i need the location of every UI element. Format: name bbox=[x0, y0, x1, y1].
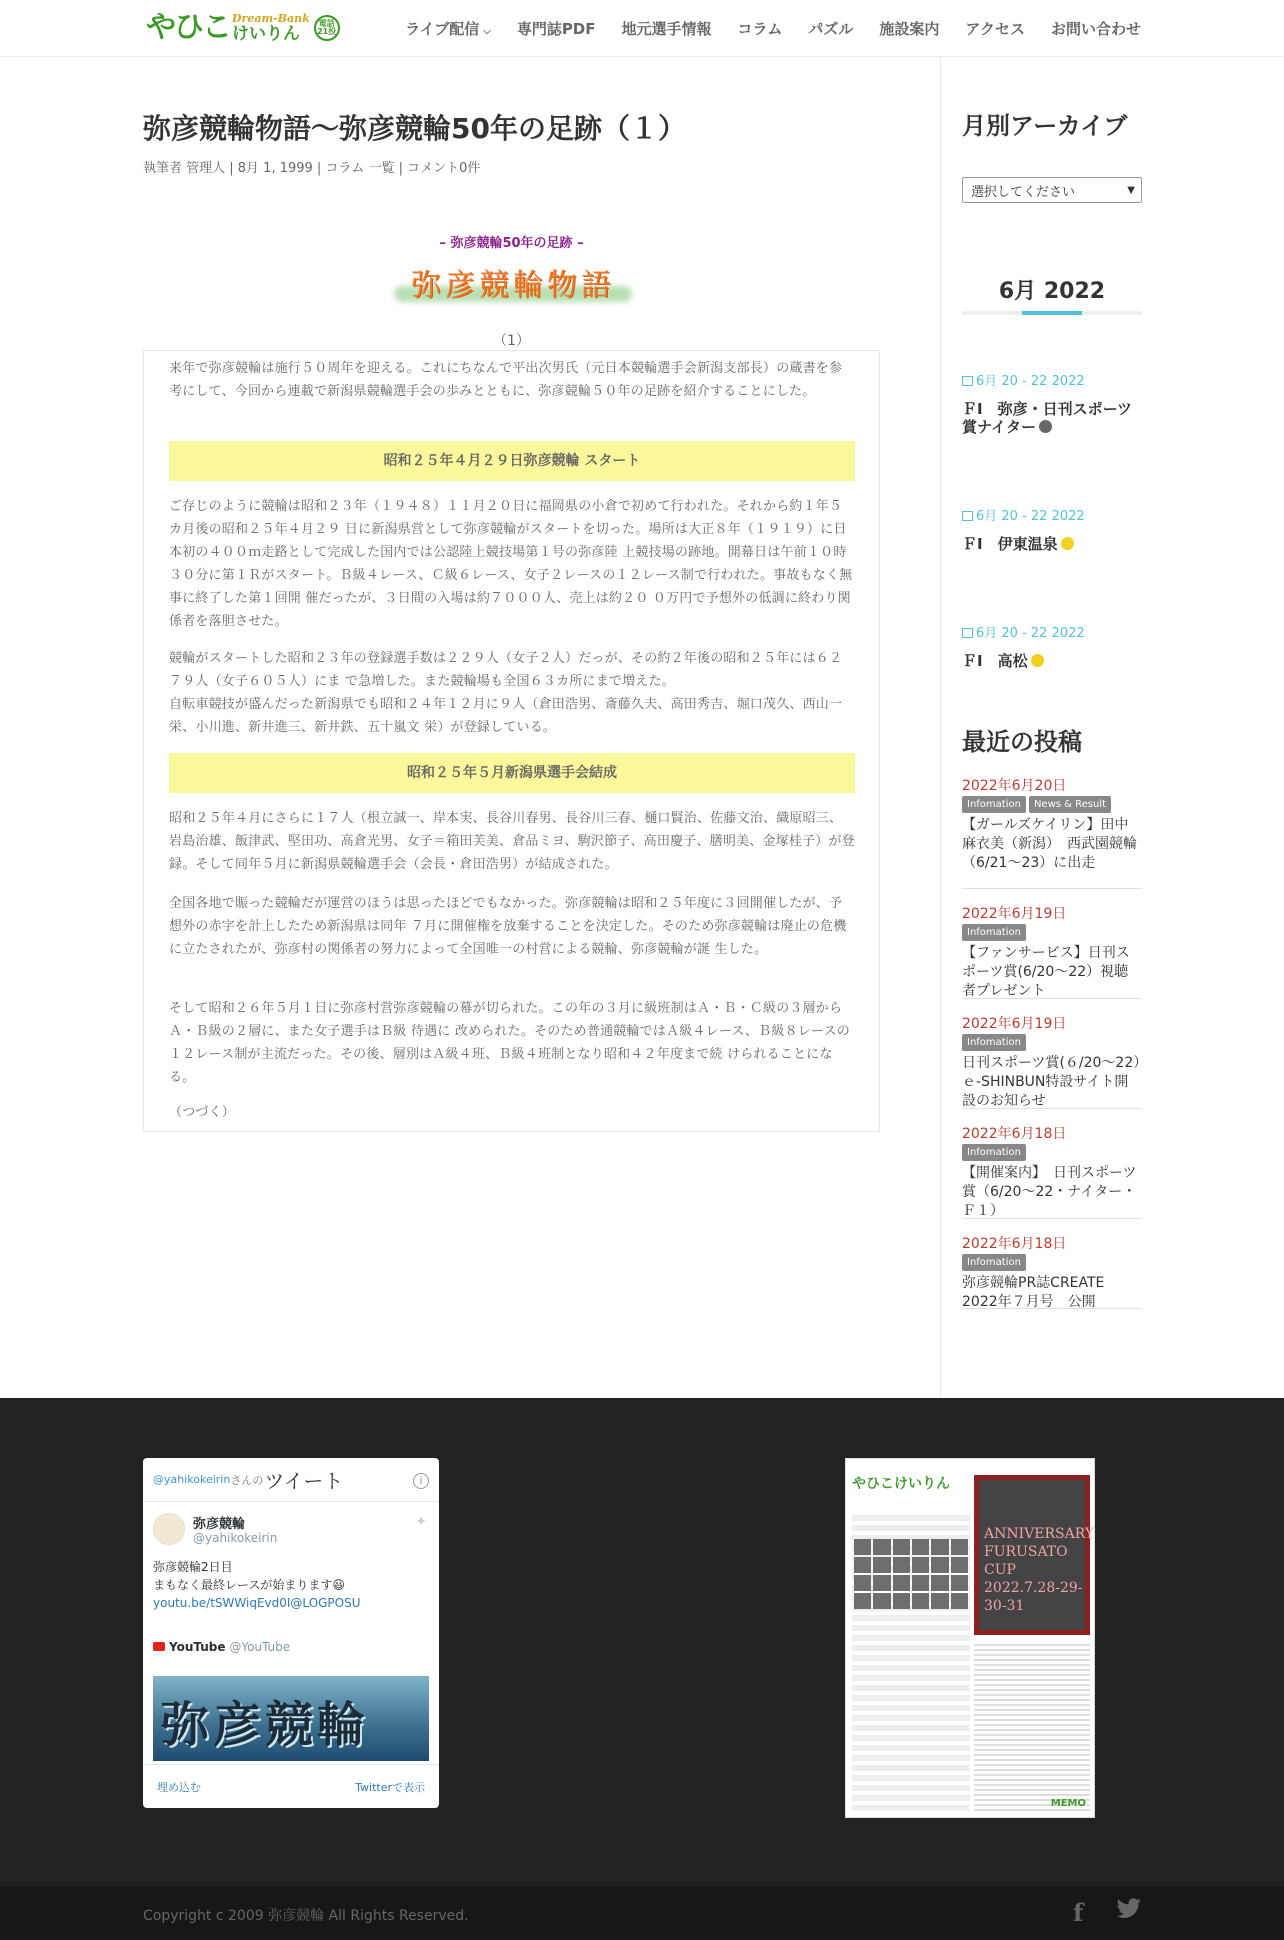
tag[interactable]: Infomation bbox=[962, 924, 1026, 941]
paragraph: 全国各地で賑った競輪だが運営のほうは思ったほどでもなかった。弥彦競輪は昭和２５年度に３回開催したが、予想外の赤字を計上したため新潟県は同年 ７月に開催権を放棄することを決定した。そのため弥彦競輪は廃止の危機に立たされたが、弥彦村の関係者の努力によって全国唯一の村営による競輪、弥彦競輪が誕 生した。 bbox=[169, 896, 847, 957]
tweet-author-name[interactable]: 弥彦競輪 bbox=[193, 1517, 246, 1532]
main-nav bbox=[405, 18, 1141, 39]
twitter-icon[interactable] bbox=[1116, 1898, 1142, 1920]
recent-post[interactable]: 2022年6月19日 Infomation 日刊スポーツ賞(６/20～22）ｅ-SHINBUN特設サイト開設のお知らせ bbox=[962, 1013, 1142, 1109]
tweet-author-handle[interactable]: @yahikokeirin bbox=[193, 1531, 278, 1545]
paper-badge: MEMO bbox=[1050, 1798, 1086, 1809]
calendar-month: 6月 2022 bbox=[998, 279, 1106, 304]
status-dot bbox=[1039, 420, 1052, 433]
calendar-underline bbox=[962, 311, 1142, 315]
sidebar-divider bbox=[940, 56, 941, 1398]
youtube-icon bbox=[153, 1642, 165, 1651]
event-date: 6月 20 - 22 2022 bbox=[962, 505, 1085, 524]
avatar[interactable] bbox=[153, 1513, 185, 1545]
tag[interactable]: Infomation bbox=[962, 1254, 1026, 1271]
event-date: 6月 20 - 22 2022 bbox=[962, 622, 1085, 641]
site-logo[interactable] bbox=[146, 11, 340, 45]
logo-tagline: Dream-Bank bbox=[232, 12, 310, 25]
article-subtitle: – 弥彦競輪50年の足跡 – bbox=[439, 236, 584, 251]
status-dot bbox=[1031, 654, 1044, 667]
nav-item-access[interactable]: アクセス bbox=[965, 20, 1025, 38]
section-heading: 昭和２５年５月新潟県選手会結成 bbox=[169, 753, 855, 793]
paragraph: 自転車競技が盛んだった新潟県でも昭和２４年１２月に９人（倉田浩男、斎藤久夫、高田秀吉、堀口茂久、西山一栄、小川進、新井進三、新井鉄、五十嵐文 栄）が登録している。 bbox=[169, 697, 843, 735]
nav-item-puzzle[interactable]: パズル bbox=[808, 20, 854, 38]
page-title: 弥彦競輪物語～弥彦競輪50年の足跡（１） bbox=[143, 112, 686, 145]
info-icon[interactable]: i bbox=[413, 1473, 429, 1489]
tag[interactable]: Infomation bbox=[962, 1034, 1026, 1051]
logo-badge: 電話21投 bbox=[314, 15, 340, 41]
nav-item-contact[interactable]: お問い合わせ bbox=[1050, 20, 1141, 38]
part-number: （1） bbox=[493, 333, 530, 349]
section-heading: 昭和２５年４月２９日弥彦競輪 スタート bbox=[169, 441, 855, 481]
twitter-widget-footer bbox=[143, 1764, 439, 1808]
logo-sub-text: けいりん bbox=[232, 24, 300, 44]
twitter-widget-header: @yahikokeirin さんの ツイート bbox=[143, 1458, 439, 1502]
copyright: Copyright c 2009 弥彦競輪 All Rights Reserved. bbox=[143, 1908, 469, 1924]
nav-item-column[interactable]: コラム bbox=[737, 20, 783, 38]
newspaper-thumbnail[interactable] bbox=[845, 1458, 1095, 1818]
twitter-bird-icon[interactable]: ✦ bbox=[415, 1514, 427, 1530]
article-body bbox=[143, 350, 880, 1132]
site-header bbox=[0, 0, 1284, 56]
calendar-icon bbox=[962, 628, 973, 638]
nav-item-local-riders[interactable]: 地元選手情報 bbox=[621, 20, 712, 38]
event-title[interactable]: ＦⅠ 伊東温泉 bbox=[962, 535, 1142, 553]
view-on-twitter-link[interactable]: Twitterで表示 bbox=[355, 1780, 425, 1794]
recent-posts-heading: 最近の投稿 bbox=[962, 728, 1082, 756]
facebook-icon[interactable]: f bbox=[1073, 1898, 1084, 1927]
banner-text: 弥彦競輪物語 bbox=[411, 268, 615, 303]
calendar-icon bbox=[962, 511, 973, 521]
embed-link[interactable]: 埋め込む bbox=[157, 1780, 201, 1794]
archive-select[interactable]: 選択してください ▼ bbox=[962, 177, 1142, 203]
paper-logo: やひこけいりん bbox=[852, 1476, 950, 1492]
chevron-down-icon: ⌵ bbox=[483, 26, 491, 37]
status-dot bbox=[1061, 537, 1074, 550]
tag[interactable]: News & Result bbox=[1029, 796, 1111, 813]
archive-heading: 月別アーカイブ bbox=[962, 112, 1128, 140]
twitter-widget bbox=[143, 1458, 439, 1808]
tweet-text: 弥彦競輪2日目 まもなく最終レースが始まります😃 youtu.be/tSWWiqEvd0I@LOGPOSU bbox=[153, 1558, 433, 1612]
nav-item-pdf[interactable]: 専門誌PDF bbox=[516, 20, 596, 38]
paragraph: ご存じのように競輪は昭和２３年（１９４８）１１月２０日に福岡県の小倉で初めて行われた。それから約１年５カ月後の昭和２５年４月２９ 日に新潟県営として弥彦競輪がスタートを切った。場所は大正８年（１９１９）に日本初の４００ｍ走路として完成した国内では公認陸上競技場第１号の弥彦陸 上競技場の跡地。開幕日は午前１０時３０分に第１Ｒがスタート。Ｂ級４レース、Ｃ級６レース、女子２レースの１２レース制で行われた。事故もなく無事に終了した第１回開 催だったが、３日間の入場は約７０００人、売上は約２０ ０万円で予想外の低調に終わり関係者を落胆させた。 bbox=[169, 499, 853, 629]
youtube-card-source[interactable]: YouTube @YouTube bbox=[153, 1640, 290, 1654]
twitter-account-link[interactable]: @yahikokeirin bbox=[153, 1473, 231, 1486]
recent-post[interactable]: 2022年6月19日 Infomation 【ファンサービス】日刊スポーツ賞(6/20～22）視聴者プレゼント bbox=[962, 903, 1142, 999]
intro-paragraph: 来年で弥彦競輪は施行５０周年を迎える。これにちなんで平出次男氏（元日本競輪選手会新潟支部長）の蔵書を参考にして、今回から連載で新潟県競輪選手会の歩みとともに、弥彦競輪５０年の足跡を紹介することにした。 bbox=[169, 361, 843, 399]
nav-item-facilities[interactable]: 施設案内 bbox=[879, 20, 940, 38]
paragraph: そして昭和２６年５月１日に弥彦村営弥彦競輪の幕が切られた。この年の３月に級班制はＡ・Ｂ・Ｃ級の３層からＡ・Ｂ級の２層に、また女子選手はＢ級 待遇に 改められた。そのため普通競輪ではＡ級４レース、Ｂ級８レースの１２レース制が主流だった。その後、層別はＡ級４班、Ｂ級４班制となり昭和４２年度まで続 けられることになる。 bbox=[169, 1001, 850, 1085]
tweet-media[interactable]: 弥彦競輪 bbox=[153, 1676, 429, 1761]
tag[interactable]: Infomation bbox=[962, 1144, 1026, 1161]
recent-post[interactable]: 2022年6月18日 Infomation 【開催案内】 日刊スポーツ賞（6/20～22・ナイター・Ｆ１） bbox=[962, 1123, 1142, 1219]
paragraph: 昭和２５年４月にさらに１７人（根立誠一、岸本実、長谷川春男、長谷川三春、樋口賢治、佐藤文治、織原昭三、岩島治雄、飯津武、堅田功、高倉光男、女子＝箱田芙美、倉品ミヨ、駒沢節子、高田慶子、膳明美、金塚桂子）が登録。そして同年５月に新潟県競輪選手会（会長・倉田浩男）が結成された。 bbox=[169, 811, 855, 872]
recent-post[interactable]: 2022年6月18日 Infomation 弥彦競輪PR誌CREATE 2022年７月号 公開 bbox=[962, 1233, 1142, 1309]
recent-post[interactable]: 2022年6月20日 Infomation News & Result 【ガールズケイリン】田中麻衣美（新潟） 西武園競輪（6/21～23）に出走 bbox=[962, 775, 1142, 889]
tweet-link[interactable]: youtu.be/tSWWiqEvd0I@LOGPOSU bbox=[153, 1596, 361, 1610]
event-date: 6月 20 - 22 2022 bbox=[962, 370, 1085, 389]
closing-text: （つづく） bbox=[169, 1105, 236, 1120]
event-title[interactable]: ＦⅠ 弥彦・日刊スポーツ賞ナイター bbox=[962, 400, 1132, 436]
paragraph: 競輪がスタートした昭和２３年の登録選手数は２２９人（女子２人）だっが、その約２年後の昭和２５年には６２７９人（女子６０５人）にま で急増した。また競輪場も全国６３カ所にまで増えた。 bbox=[169, 651, 843, 689]
post-meta: 執筆者 管理人 | 8月 1, 1999 | コラム 一覧 | コメント0件 bbox=[143, 161, 481, 176]
logo-main-text: やひこ bbox=[146, 10, 230, 45]
paper-cover-image: ANNIVERSARY FURUSATO CUP 2022.7.28-29-30-31 bbox=[974, 1475, 1090, 1635]
chevron-down-icon: ▼ bbox=[1127, 184, 1135, 196]
photo-grid bbox=[854, 1539, 968, 1609]
calendar-icon bbox=[962, 376, 973, 386]
nav-item-live[interactable]: ライブ配信 ⌵ bbox=[405, 20, 491, 38]
event-title[interactable]: ＦⅠ 高松 bbox=[962, 652, 1142, 670]
tag[interactable]: Infomation bbox=[962, 796, 1026, 813]
article-banner bbox=[388, 258, 638, 306]
